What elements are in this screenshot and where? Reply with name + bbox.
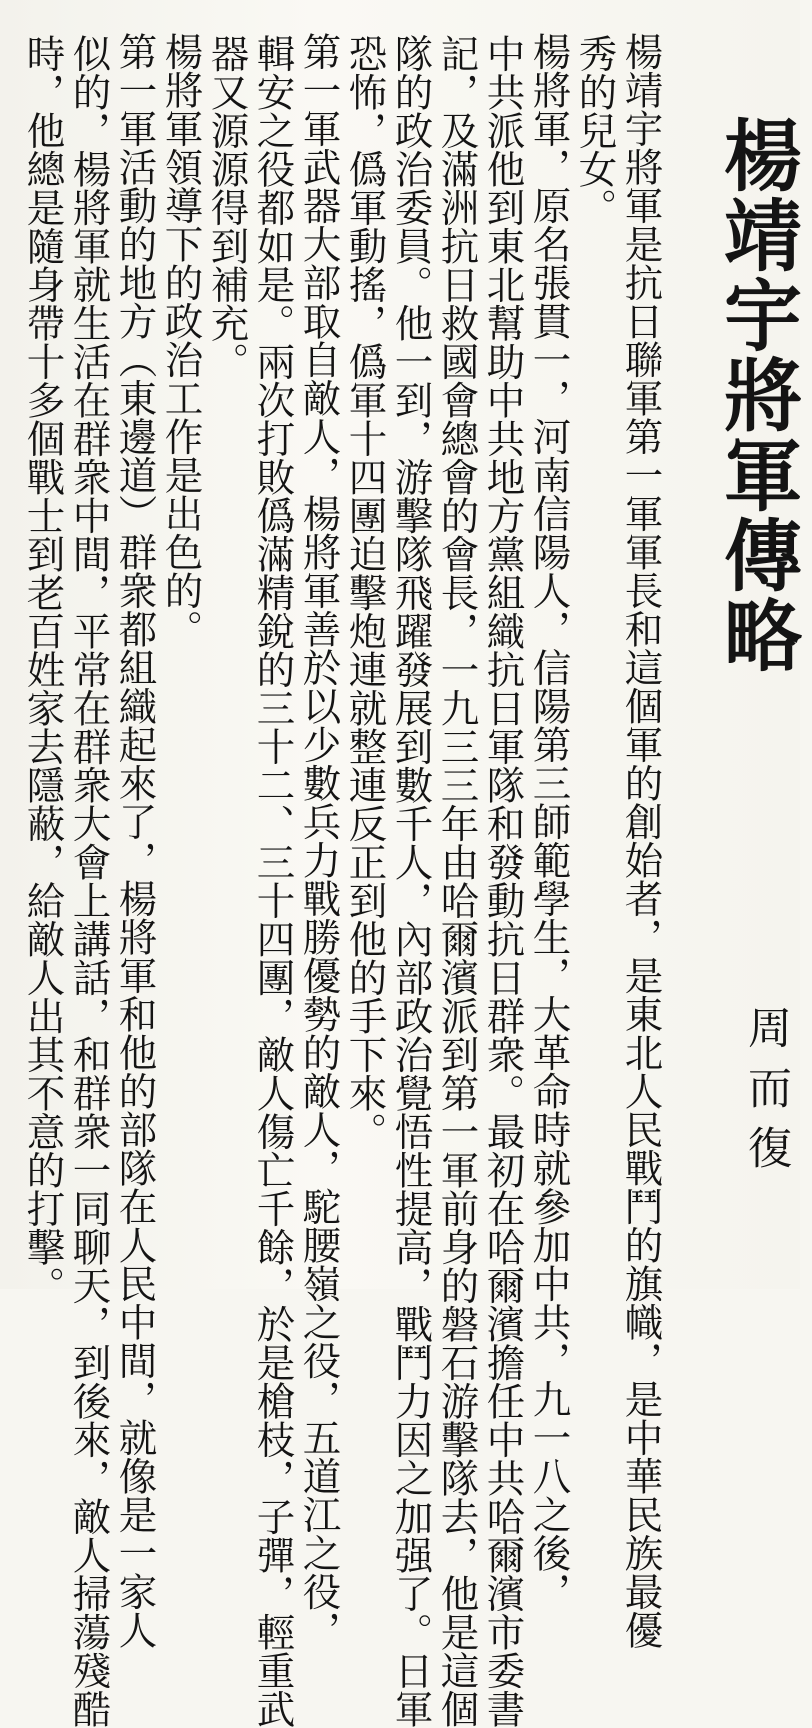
text-column: 恐怖，僞軍動搖，僞軍十四團迫擊炮連就整連反正到他的手下來。	[342, 34, 388, 1151]
text-column: 中共派他到東北幫助中共地方黨組織抗日軍隊和發動抗日群衆。最初在哈爾濱擔任中共哈爾濱市委書	[480, 34, 526, 1728]
text-column: 秀的兒女。	[572, 34, 618, 227]
article-author: 周而復	[740, 1005, 791, 1185]
text-column: 記，及滿洲抗日救國會總會的會長，一九三三年由哈爾濱派到第一軍前身的磐石游擊隊去，他是這個	[434, 34, 480, 1728]
text-column: 楊將軍，原名張貫一，河南信陽人，信陽第三師範學生，大革命時就參加中共，九一八之後，	[526, 32, 572, 1611]
text-column: 楊靖宇將軍是抗日聯軍第一軍軍長和這個軍的創始者，是東北人民戰鬥的旗幟，是中華民族最優	[618, 32, 664, 1649]
text-column: 楊將軍領導下的政治工作是出色的。	[158, 32, 204, 648]
text-column: 第一軍武器大部取自敵人，楊將軍善於以少數兵力戰勝優勢的敵人，駝腰嶺之役，五道江之役，	[296, 32, 342, 1649]
article-title: 楊靖宇將軍傳略	[711, 115, 802, 675]
text-column: 似的，楊將軍就生活在群衆中間，平常在群衆大會上講話，和群衆一同聊天，到後來，敵人掃蕩殘酷	[66, 34, 112, 1728]
text-column: 時，他總是隨身帶十多個戰士到老百姓家去隱蔽，給敵人出其不意的打擊。	[20, 34, 66, 1305]
text-column: 隊的政治委員。他一到，游擊隊飛躍發展到數千人，內部政治覺悟性提高，戰鬥力因之加强了。日軍	[388, 34, 434, 1728]
text-column: 輯安之役都如是。兩次打敗僞滿精銳的三十二、三十四團，敵人傷亡千餘，於是槍枝，子彈，輕重武	[250, 34, 296, 1728]
text-column: 第一軍活動的地方（東邊道）群衆都組織起來了，楊將軍和他的部隊在人民中間，就像是一家人	[112, 32, 158, 1649]
text-column: 器又源源得到補充。	[204, 34, 250, 381]
